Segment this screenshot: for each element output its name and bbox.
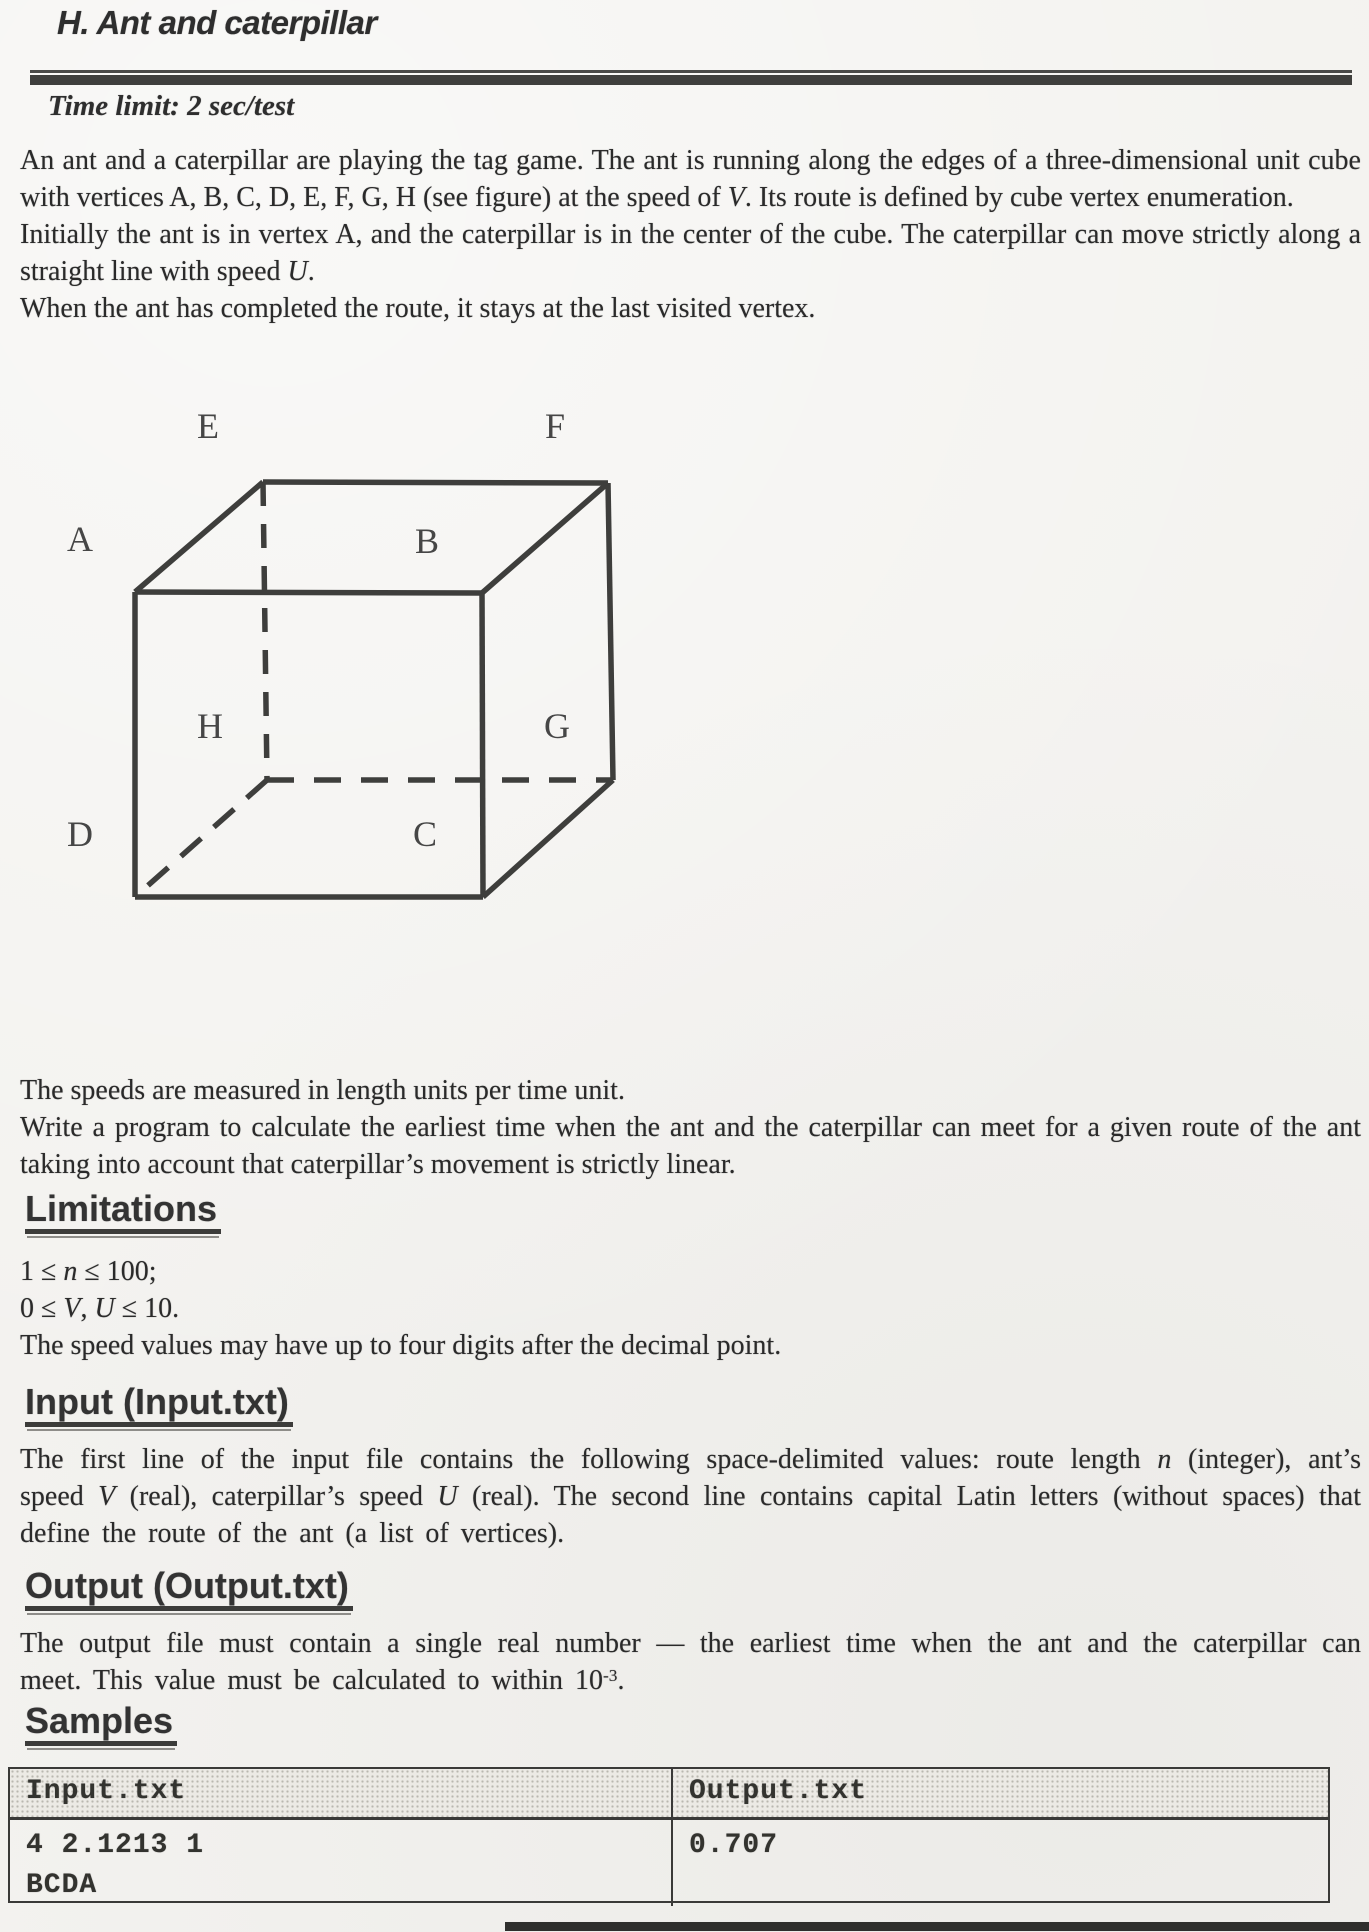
vertex-label-a: A (67, 519, 93, 559)
samples-heading: Samples (25, 1700, 173, 1751)
page-title: H. Ant and caterpillar (57, 4, 377, 41)
limitations-text (20, 1253, 1361, 1364)
limitations-heading: Limitations (25, 1188, 217, 1239)
title-rule (30, 70, 1352, 85)
sample-input-line: BCDA (26, 1870, 98, 1901)
vertex-label-h: H (197, 706, 223, 746)
samples-input-cell (10, 1820, 673, 1906)
vertex-label-f: F (544, 406, 566, 446)
cube-edges (135, 482, 613, 897)
intro-paragraphs (20, 142, 1361, 327)
vertex-label-e: E (197, 406, 219, 446)
input-heading: Input (Input.txt) (25, 1381, 289, 1432)
paragraph: Write a program to calculate the earliest time when the ant and the caterpillar can meet for a given route of the ant taking into account that caterpillar’s movement is strictly linear. (20, 1112, 1361, 1180)
samples-table-header-row (10, 1769, 1328, 1820)
samples-table-data-row (10, 1820, 1328, 1906)
samples-input-header: Input.txt (10, 1769, 673, 1817)
task-paragraphs (20, 1072, 1361, 1183)
samples-output-cell (673, 1820, 1328, 1906)
cube-figure (40, 400, 680, 920)
vertex-label-d: D (67, 814, 93, 854)
output-heading: Output (Output.txt) (25, 1565, 349, 1616)
constraint-line: The speed values may have up to four digits after the decimal point. (20, 1330, 782, 1361)
constraint-line: 0 ≤ V, U ≤ 10. (20, 1293, 180, 1324)
sample-input-line: 4 2.1213 1 (26, 1830, 205, 1861)
time-limit: Time limit: 2 sec/test (48, 90, 295, 122)
constraint-line: 1 ≤ n ≤ 100; (20, 1256, 157, 1287)
output-description (20, 1625, 1361, 1699)
cube-vertex-labels (67, 406, 570, 854)
paragraph: Initially the ant is in vertex A, and the caterpillar is in the center of the cube. The caterpillar can move strictly along a straight line with speed U. (20, 219, 1361, 287)
scan-artifact-bar (505, 1922, 1369, 1931)
paragraph: An ant and a caterpillar are playing the tag game. The ant is running along the edges of a three-dimensional unit cube with vertices A, B, C, D, E, F, G, H (see figure) at the speed of V. Its route is defined by cube vertex enumeration. (20, 145, 1361, 213)
paragraph: The speeds are measured in length units per time unit. (20, 1075, 625, 1106)
paragraph: The output file must contain a single real number — the earliest time when the ant and the caterpillar can meet. This value must be calculated to within $10^{-3}$. (20, 1628, 1361, 1696)
input-description (20, 1441, 1361, 1552)
paragraph: When the ant has completed the route, it stays at the last visited vertex. (20, 293, 816, 324)
vertex-label-g: G (544, 706, 570, 746)
sample-output-line: 0.707 (689, 1830, 779, 1861)
vertex-label-c: C (412, 814, 438, 854)
samples-output-header: Output.txt (689, 1776, 868, 1807)
paragraph: The first line of the input file contains the following space-delimited values: route length n (integer), ant’s speed V (real), caterpillar’s speed U (real). The second line contains capital Latin letters (without spaces) that define the route of the ant (a list of vertices). (20, 1444, 1361, 1549)
samples-table (8, 1767, 1330, 1903)
vertex-label-b: B (414, 521, 440, 561)
